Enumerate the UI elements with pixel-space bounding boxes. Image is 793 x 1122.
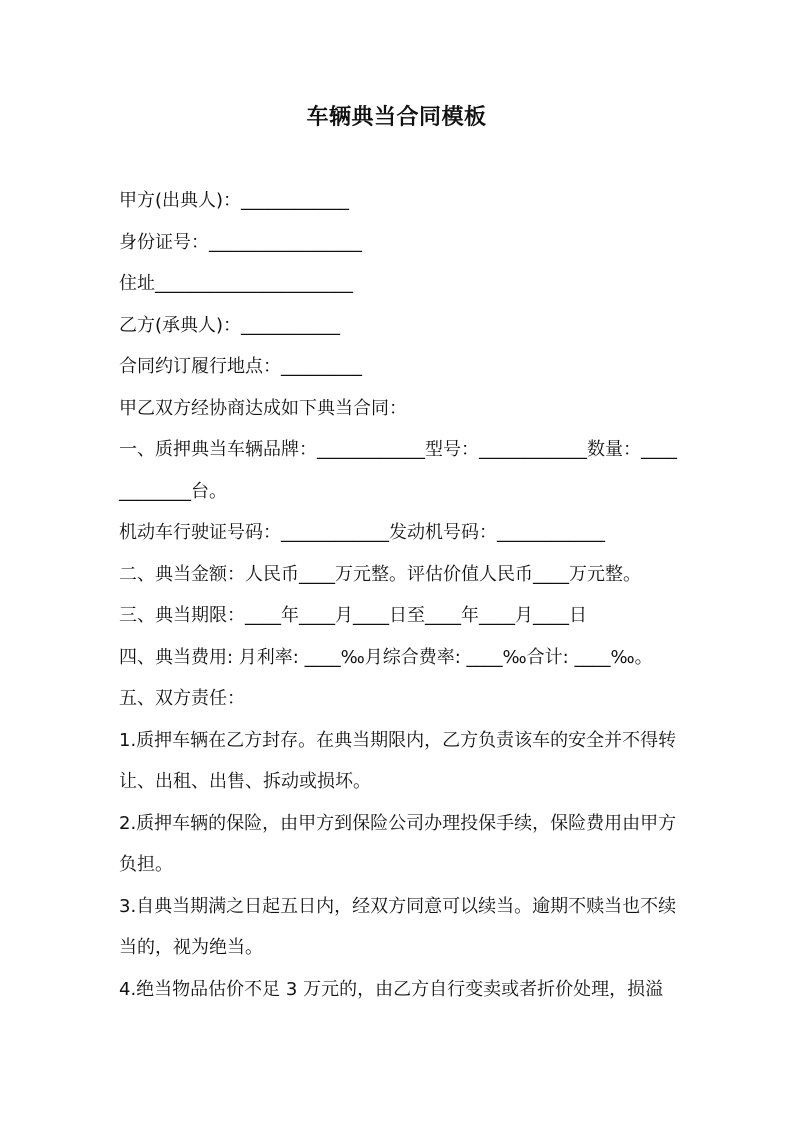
responsibility-item-2: 2.质押车辆的保险，由甲方到保险公司办理投保手续，保险费用由甲方负担。: [119, 812, 677, 875]
party-a-line: 甲方(出典人)：____________: [119, 190, 350, 211]
license-engine-line: 机动车行驶证号码：____________发动机号码：____________: [119, 522, 605, 543]
address-line: 住址______________________: [119, 273, 353, 294]
performance-location-line: 合同约订履行地点：_________: [119, 356, 362, 377]
responsibility-item-1: 1.质押车辆在乙方封存。在典当期限内，乙方负责该车的安全并不得转让、出租、出售、拆动或损坏。: [119, 729, 677, 792]
clause-vehicle-brand: 一、质押典当车辆品牌：____________型号：____________数量：____________台。: [119, 439, 677, 502]
document-title: 车辆典当合同模板: [306, 105, 487, 130]
clause-pawn-amount: 二、典当金额：人民币____万元整。评估价值人民币____万元整。: [119, 563, 641, 585]
clause-pawn-fees: 四、典当费用: 月利率: ____‰月综合费率: ____‰合计: ____‰。: [119, 646, 653, 668]
responsibility-item-4: 4.绝当物品估价不足 3 万元的，由乙方自行变卖或者折价处理，损溢: [119, 978, 664, 1000]
document-body: [119, 180, 679, 1010]
clause-pawn-period: 三、典当期限：____年____月____日至____年____月____日: [119, 605, 587, 626]
id-number-line: 身份证号：_________________: [119, 231, 362, 253]
agreement-intro: 甲乙双方经协商达成如下典当合同：: [119, 397, 407, 419]
responsibility-item-3: 3.自典当期满之日起五日内，经双方同意可以续当。逾期不赎当也不续当的，视为绝当。: [119, 895, 677, 958]
party-b-line: 乙方(承典人)：___________: [119, 314, 341, 336]
clause-responsibilities-heading: 五、双方责任：: [119, 688, 245, 709]
